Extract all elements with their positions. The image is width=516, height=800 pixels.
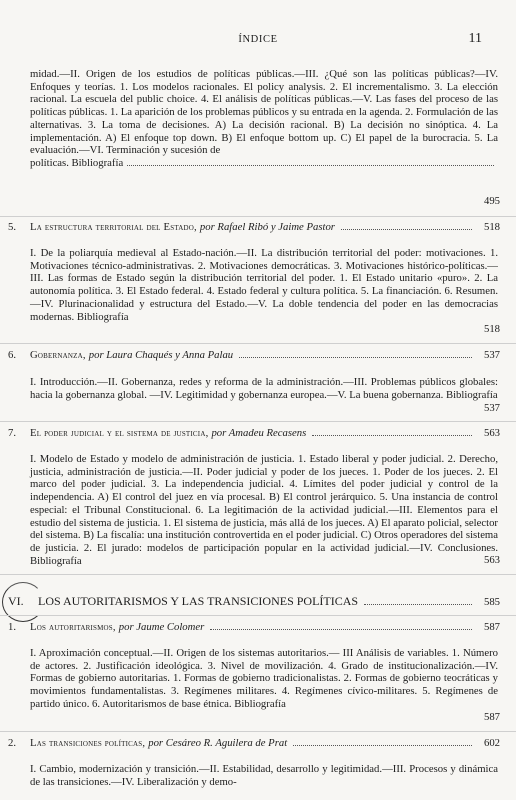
toc-entry[interactable]: 5. La estructura territorial del Estado, por Rafael Ribó y Jaime Pastor 518 <box>8 221 500 233</box>
toc-author: por Rafael Ribó y Jaime Pastor <box>199 221 335 233</box>
chapter-summary: I. Introducción.—II. Gobernanza, redes y reforma de la administración.—III. Problemas públicos globales: hacia la gobernanza global. —IV. Legitimidad y gobernanza europea.—V. La buena gobernanza. Bibliografía <box>30 376 498 401</box>
toc-title: Los autoritarismos, <box>30 621 116 633</box>
toc-page: 518 <box>483 221 500 233</box>
divider <box>0 343 516 344</box>
toc-author: por Laura Chaqués y Anna Palau <box>88 349 234 361</box>
summary-page: 587 <box>483 711 500 723</box>
toc-page: 602 <box>483 737 500 749</box>
part-page: 585 <box>483 596 500 608</box>
toc-title: La estructura territorial del Estado, <box>30 221 197 233</box>
toc-author: por Cesáreo R. Aguilera de Prat <box>148 737 288 749</box>
divider <box>0 216 516 217</box>
summary-page: 495 <box>483 195 500 207</box>
toc-entry[interactable]: 2. Las transiciones políticas, por Cesáreo R. Aguilera de Prat 602 <box>8 737 500 749</box>
page-header <box>0 30 516 50</box>
chapter-summary: I. De la poliarquía medieval al Estado-nación.—II. La distribución territorial del poder: motivaciones. 1. Motivaciones técnico-administrativas. 2. Motivaciones democráticas. 3. Motivaciones histórico-políticas.—III. Las formas de Estado según la distribución territorial del poder. 1. El Estado unitario «puro». 2. La autonomía política. 3. El Estado federal. 4. Estado federal y cultura política. 5. La financiación. 6. Resumen.—IV. Plurinacionalidad y estructura del Estado.—V. La doble tendencia del poder en las democracias modernas. Bibliografía <box>30 247 498 323</box>
page-number: 11 <box>468 31 482 46</box>
toc-page: 537 <box>483 349 500 361</box>
part-title: LOS AUTORITARISMOS Y LAS TRANSICIONES POLÍTICAS <box>38 594 359 608</box>
summary-last-line: políticas. Bibliografía <box>30 157 498 170</box>
toc-page: 563 <box>483 427 500 439</box>
divider <box>0 615 516 616</box>
toc-title: El poder judicial y el sistema de justicia, <box>30 427 209 439</box>
summary-page: 518 <box>483 323 500 335</box>
toc-title: Gobernanza, <box>30 349 86 361</box>
summary-block <box>30 68 498 170</box>
summary-page: 563 <box>483 554 500 566</box>
toc-entry[interactable]: 1. Los autoritarismos, por Jaume Colomer 587 <box>8 621 500 633</box>
toc-author: por Jaume Colomer <box>118 621 205 633</box>
toc-page: 587 <box>483 621 500 633</box>
toc-title: Las transiciones políticas, <box>30 737 146 749</box>
chapter-summary: I. Modelo de Estado y modelo de administración de justicia. 1. Estado liberal y poder judicial. 2. Derecho, justicia, administración de justicia.—II. Poder judicial y poder de los jueces. 1. Poder de los jueces. 2. El marco del poder judicial. 3. La independencia judicial. 4. Límites del poder judicial y control de la independencia. A) El control del juez en vía procesal. B) El control jerárquico. 5. Una instancia de control especial: el Tribunal Constitucional. 6. La legitimación de la actividad judicial.—III. Elementos para el estudio del sistema de justicia. 1. El sistema de justicia, más allá de los jueces. A) El aparato policial, selector del sistema. B) La fiscalía: una institución controvertida en el poder judicial. C) Otros operadores del sistema de justicia. 2. El jurado: modelos de participación popular en la actividad judicial.—IV. Conclusiones. Bibliografía <box>30 453 498 567</box>
part-heading[interactable]: VI. LOS AUTORITARISMOS Y LAS TRANSICIONES POLÍTICAS 585 <box>8 594 500 609</box>
toc-entry[interactable]: 7. El poder judicial y el sistema de justicia, por Amadeu Recasens 563 <box>8 427 500 439</box>
divider <box>0 731 516 732</box>
toc-entry[interactable]: 6. Gobernanza, por Laura Chaqués y Anna Palau 537 <box>8 349 500 361</box>
divider <box>0 574 516 575</box>
toc-author: por Amadeu Recasens <box>211 427 307 439</box>
chapter-summary: I. Aproximación conceptual.—II. Origen de los sistemas autoritarios.— III Análisis de variables. 1. Número de actores. 2. Justificación ideológica. 3. Nivel de movilización. 4. Grado de institucionalización.—IV. Formas de gobierno autoritarias. 1. Formas de gobierno tradicionalistas. 2. Formas de gobierno teocráticas y movimientos fundamentalistas. 3. Regímenes militares. 4. Regímenes cívico-militares. 5. Regímenes de partido único. 6. Autoritarismos de base étnica. Bibliografía <box>30 647 498 710</box>
summary-text: midad.—II. Origen de los estudios de políticas públicas.—III. ¿Qué son las políticas públicas?—IV. Enfoques y teorías. 1. Los modelos racionales. El policy analysis. 2. El incrementalismo. 3. La elección racional. La escuela del public choice. 4. El análisis de políticas públicas.—V. Las fases del proceso de las políticas públicas. 1. La aparición de los problemas públicos y su entrada en la agenda. 2. Formulación de las alternativas. 3. La toma de decisiones. A) La decisión racional. B) La decisión no sinóptica. 4. La implementación. A) El enfoque top down. B) El enfoque bottom up. C) El papel de la burocracia. 5. La evaluación.—VI. Terminación y sucesión de <box>30 68 498 157</box>
chapter-summary: I. Cambio, modernización y transición.—II. Estabilidad, desarrollo y legitimidad.—III. Procesos y dinámica de las transiciones.—IV. Liberalización y demo- <box>30 763 498 788</box>
running-title: ÍNDICE <box>238 34 278 45</box>
summary-page: 537 <box>483 402 500 414</box>
hand-drawn-circle <box>2 582 44 622</box>
divider <box>0 421 516 422</box>
